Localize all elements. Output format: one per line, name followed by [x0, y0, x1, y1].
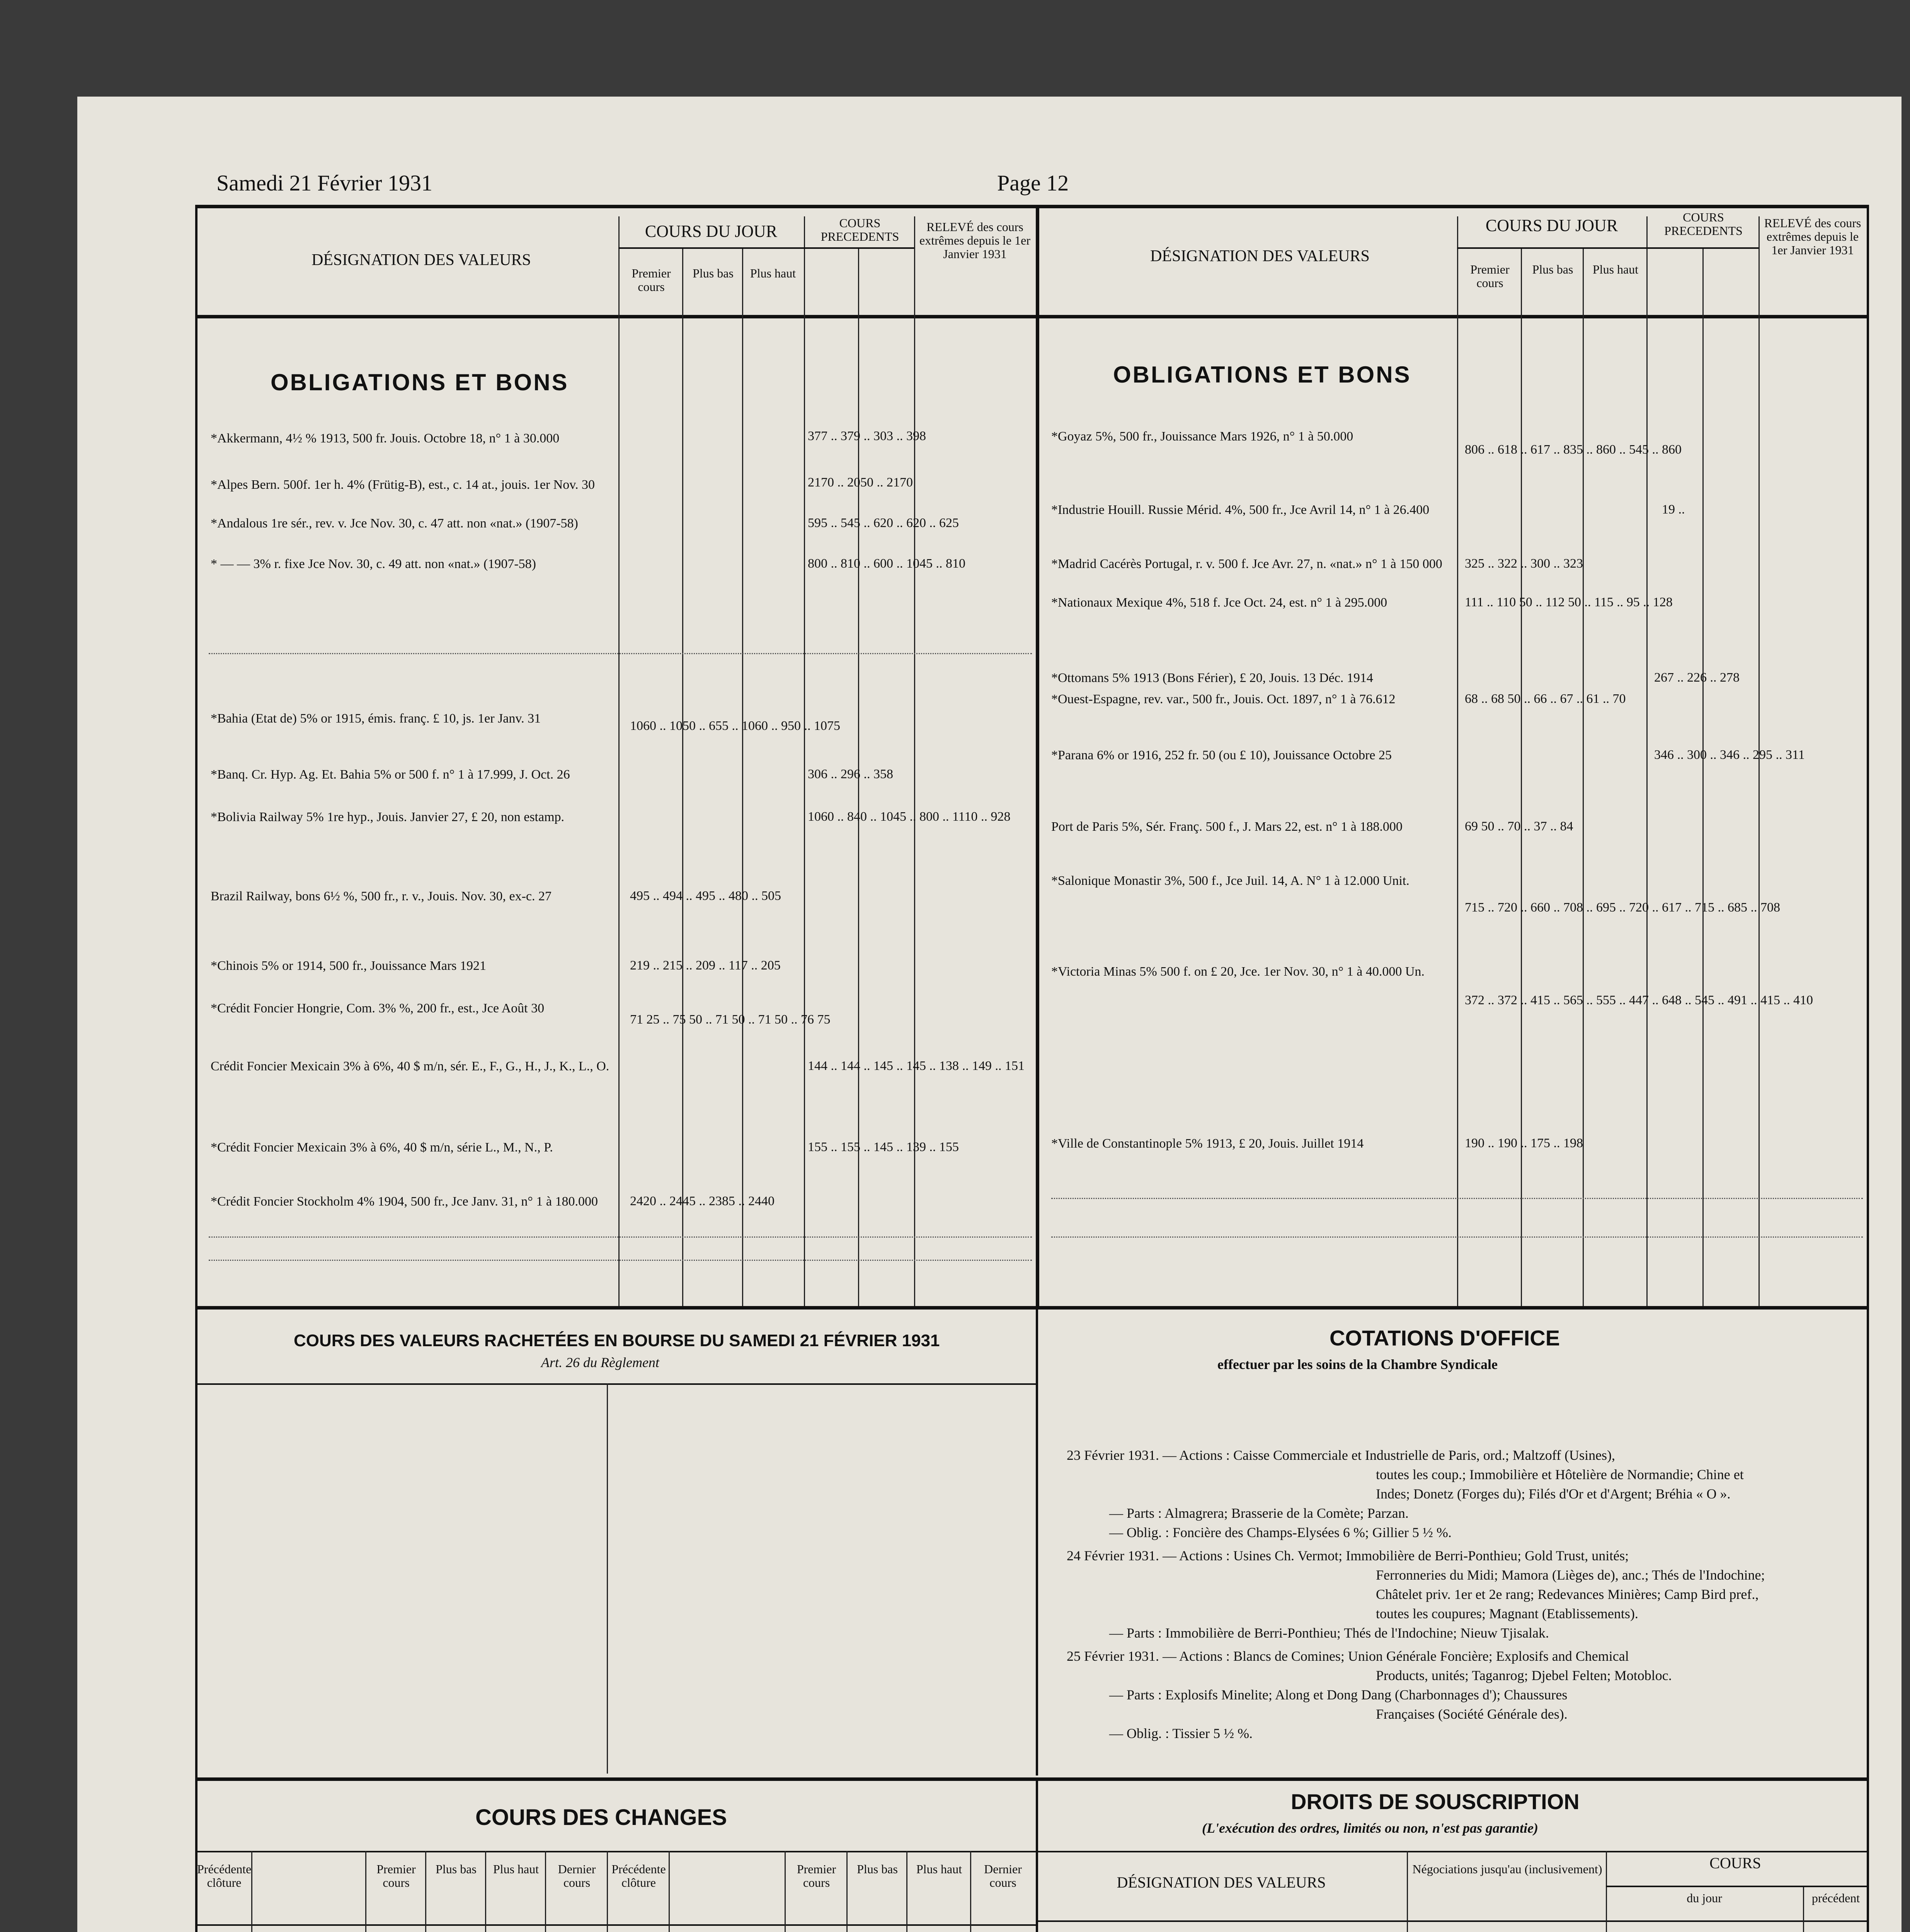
changes-low-header-right: Plus bas [857, 1862, 898, 1876]
row-values: 595 .. 545 .. 620 .. 620 .. 625 [808, 516, 959, 530]
table-row: * — — 3% r. fixe Jce Nov. 30, c. 49 att. non «nat.» (1907-58) [211, 557, 536, 571]
row-values: 372 .. 372 .. 415 .. 565 .. 555 .. 447 .. 648 .. 545 .. 491 .. 415 .. 410 [1465, 993, 1813, 1007]
cours-precedents-header-right: COURS PRECEDENTS [1664, 210, 1743, 238]
cotations-subtitle: effectuer par les soins de la Chambre Syndicale [1217, 1357, 1498, 1372]
table-row: Brazil Railway, bons 6½ %, 500 fr., r. v., Jouis. Nov. 30, ex-c. 27 [211, 889, 552, 903]
table-row: *Bahia (Etat de) 5% or 1915, émis. franç. £ 10, js. 1er Janv. 31 [211, 711, 541, 726]
changes-first-header-right: Premier cours [797, 1862, 836, 1890]
plus-bas-header-right: Plus bas [1532, 262, 1573, 276]
table-row: *Ville de Constantinople 5% 1913, £ 20, Jouis. Juillet 1914 [1051, 1136, 1364, 1151]
droits-jour-header: du jour [1687, 1891, 1722, 1905]
row-values: 715 .. 720 .. 660 .. 708 .. 695 .. 720 .. 617 .. 715 .. 685 .. 708 [1465, 900, 1780, 915]
list-item: Châtelet priv. 1er et 2e rang; Redevances Minières; Camp Bird pref., [1376, 1587, 1759, 1602]
plus-haut-header-right: Plus haut [1592, 262, 1639, 276]
table-row: *Alpes Bern. 500f. 1er h. 4% (Frütig-B), est., c. 14 at., jouis. 1er Nov. 30 [211, 478, 595, 492]
table-row: *Andalous 1re sér., rev. v. Jce Nov. 30, c. 47 att. non «nat.» (1907-58) [211, 516, 578, 531]
list-item: 25 Février 1931. — Actions : Blancs de Comines; Union Générale Foncière; Explosifs and Chemical [1067, 1648, 1629, 1664]
row-values: 1060 .. 840 .. 1045 .. 800 .. 1110 .. 928 [808, 810, 1011, 824]
row-values: 377 .. 379 .. 303 .. 398 [808, 429, 926, 443]
cours-du-jour-header-right: COURS DU JOUR [1485, 216, 1618, 235]
table-row: *Bolivia Railway 5% 1re hyp., Jouis. Janvier 27, £ 20, non estamp. [211, 810, 565, 824]
premier-cours-header: Premier cours [632, 266, 671, 294]
list-item: — Parts : Almagrera; Brasserie de la Comète; Parzan. [1109, 1505, 1409, 1521]
row-values: 806 .. 618 .. 617 .. 835 .. 860 .. 545 .. 860 [1465, 442, 1682, 457]
table-row: *Chinois 5% or 1914, 500 fr., Jouissance Mars 1921 [211, 959, 487, 973]
row-values: 325 .. 322 .. 300 .. 323 [1465, 556, 1583, 571]
list-item: toutes les coupures; Magnant (Etablissements). [1376, 1606, 1638, 1621]
droits-title: DROITS DE SOUSCRIPTION [1291, 1789, 1580, 1814]
changes-prev-header-right: Précédente clôture [611, 1862, 666, 1890]
row-values: 111 .. 110 50 .. 112 50 .. 115 .. 95 .. 128 [1465, 595, 1673, 609]
table-row: *Banq. Cr. Hyp. Ag. Et. Bahia 5% or 500 f. n° 1 à 17.999, J. Oct. 26 [211, 767, 570, 782]
table-row: *Ottomans 5% 1913 (Bons Férier), £ 20, Jouis. 13 Déc. 1914 [1051, 671, 1373, 685]
changes-last-header-right: Dernier cours [984, 1862, 1022, 1890]
droits-cours-header: COURS [1709, 1854, 1761, 1872]
changes-prev-header: Précédente clôture [197, 1862, 252, 1890]
table-row: *Parana 6% or 1916, 252 fr. 50 (ou £ 10), Jouissance Octobre 25 [1051, 748, 1392, 762]
table-row: *Salonique Monastir 3%, 500 f., Jce Juil. 14, A. N° 1 à 12.000 Unit. [1051, 874, 1410, 888]
row-values: 19 .. [1662, 502, 1685, 517]
droits-designation-header: DÉSIGNATION DES VALEURS [1117, 1874, 1326, 1891]
cours-precedents-header: COURS PRECEDENTS [821, 216, 899, 244]
list-item: Ferronneries du Midi; Mamora (Lièges de), anc.; Thés de l'Indochine; [1376, 1567, 1765, 1583]
table-row: *Crédit Foncier Hongrie, Com. 3% %, 200 fr., est., Jce Août 30 [211, 1001, 545, 1015]
table-row: *Crédit Foncier Stockholm 4% 1904, 500 fr., Jce Janv. 31, n° 1 à 180.000 [211, 1194, 598, 1209]
plus-haut-header: Plus haut [750, 266, 796, 280]
table-row: *Akkermann, 4½ % 1913, 500 fr. Jouis. Octobre 18, n° 1 à 30.000 [211, 431, 560, 446]
changes-title: COURS DES CHANGES [475, 1805, 727, 1830]
row-values: 495 .. 494 .. 495 .. 480 .. 505 [630, 889, 781, 903]
designation-header-right: DÉSIGNATION DES VALEURS [1150, 247, 1370, 265]
table-row: *Crédit Foncier Mexicain 3% à 6%, 40 $ m/n, série L., M., N., P. [211, 1140, 553, 1155]
changes-last-header: Dernier cours [558, 1862, 596, 1890]
row-values: 190 .. 190 .. 175 .. 198 [1465, 1136, 1583, 1150]
designation-header: DÉSIGNATION DES VALEURS [312, 251, 531, 269]
row-values: 219 .. 215 .. 209 .. 117 .. 205 [630, 958, 781, 973]
changes-high-header: Plus haut [493, 1862, 539, 1876]
row-values: 68 .. 68 50 .. 66 .. 67 .. 61 .. 70 [1465, 692, 1626, 706]
cours-du-jour-header: COURS DU JOUR [645, 222, 778, 241]
premier-cours-header-right: Premier cours [1470, 262, 1510, 290]
row-values: 2170 .. 2050 .. 2170 [808, 475, 913, 490]
changes-high-header-right: Plus haut [916, 1862, 962, 1876]
list-item: Françaises (Société Générale des). [1376, 1706, 1568, 1722]
row-values: 800 .. 810 .. 600 .. 1045 .. 810 [808, 556, 965, 571]
rachat-title: COURS DES VALEURS RACHETÉES EN BOURSE DU SAMEDI 21 FÉVRIER 1931 [294, 1331, 940, 1350]
list-item: 23 Février 1931. — Actions : Caisse Commerciale et Industrielle de Paris, ord.; Maltzoff (Usines), [1067, 1447, 1615, 1463]
row-values: 69 50 .. 70 .. 37 .. 84 [1465, 819, 1573, 833]
list-item: toutes les coup.; Immobilière et Hôtelière de Normandie; Chine et [1376, 1467, 1744, 1482]
table-row: *Ouest-Espagne, rev. var., 500 fr., Jouis. Oct. 1897, n° 1 à 76.612 [1051, 692, 1396, 706]
list-item: — Parts : Explosifs Minelite; Along et Dong Dang (Charbonnages d'); Chaussures [1109, 1687, 1568, 1702]
releve-header: RELEVÉ des cours extrêmes depuis le 1er Janvier 1931 [919, 220, 1030, 261]
table-row: Crédit Foncier Mexicain 3% à 6%, 40 $ m/n, sér. E., F., G., H., J., K., L., O. [211, 1059, 609, 1073]
row-values: 71 25 .. 75 50 .. 71 50 .. 71 50 .. 76 75 [630, 1012, 831, 1027]
table-row: *Victoria Minas 5% 500 f. on £ 20, Jce. 1er Nov. 30, n° 1 à 40.000 Un. [1051, 964, 1425, 979]
obligations-title-right: OBLIGATIONS ET BONS [1113, 362, 1411, 388]
plus-bas-header: Plus bas [693, 266, 734, 280]
table-row: *Goyaz 5%, 500 fr., Jouissance Mars 1926, n° 1 à 50.000 [1051, 429, 1353, 444]
list-item: — Parts : Immobilière de Berri-Ponthieu; Thés de l'Indochine; Nieuw Tjisalak. [1109, 1625, 1549, 1641]
cotations-title: COTATIONS D'OFFICE [1330, 1326, 1560, 1350]
table-row: *Nationaux Mexique 4%, 518 f. Jce Oct. 24, est. n° 1 à 295.000 [1051, 595, 1387, 610]
rachat-subtitle: Art. 26 du Règlement [541, 1355, 659, 1370]
obligations-title-left: OBLIGATIONS ET BONS [271, 369, 569, 395]
row-values: 144 .. 144 .. 145 .. 145 .. 138 .. 149 .. 151 [808, 1059, 1025, 1073]
list-item: — Oblig. : Foncière des Champs-Elysées 6 %; Gillier 5 ½ %. [1109, 1525, 1452, 1540]
changes-first-header: Premier cours [376, 1862, 416, 1890]
row-values: 306 .. 296 .. 358 [808, 767, 893, 781]
table-row: *Madrid Cacérès Portugal, r. v. 500 f. Jce Avr. 27, n. «nat.» n° 1 à 150 000 [1051, 557, 1442, 571]
row-values: 1060 .. 1050 .. 655 .. 1060 .. 950 .. 1075 [630, 719, 840, 733]
droits-subtitle: (L'exécution des ordres, limités ou non, n'est pas garantie) [1202, 1820, 1539, 1836]
list-item: Products, unités; Taganrog; Djebel Felten; Motobloc. [1376, 1668, 1672, 1683]
list-item: Indes; Donetz (Forges du); Filés d'Or et d'Argent; Bréhia « O ». [1376, 1486, 1731, 1502]
droits-prec-header: précédent [1811, 1891, 1860, 1905]
table-row: Port de Paris 5%, Sér. Franç. 500 f., J. Mars 22, est. n° 1 à 188.000 [1051, 820, 1403, 834]
page-date: Samedi 21 Février 1931 [216, 170, 432, 196]
row-values: 155 .. 155 .. 145 .. 139 .. 155 [808, 1140, 959, 1154]
row-values: 2420 .. 2445 .. 2385 .. 2440 [630, 1194, 775, 1208]
releve-header-right: RELEVÉ des cours extrêmes depuis le 1er Janvier 1931 [1764, 216, 1861, 257]
table-row: *Industrie Houill. Russie Mérid. 4%, 500 fr., Jce Avril 14, n° 1 à 26.400 [1051, 503, 1430, 517]
droits-nego-header: Négociations jusqu'au (inclusivement) [1412, 1862, 1602, 1876]
list-item: — Oblig. : Tissier 5 ½ %. [1109, 1726, 1253, 1741]
list-item: 24 Février 1931. — Actions : Usines Ch. Vermot; Immobilière de Berri-Ponthieu; Gold Trust, unités; [1067, 1548, 1629, 1563]
row-values: 346 .. 300 .. 346 .. 295 .. 311 [1654, 748, 1805, 762]
changes-low-header: Plus bas [436, 1862, 477, 1876]
page-number: Page 12 [997, 170, 1069, 196]
row-values: 267 .. 226 .. 278 [1654, 670, 1740, 685]
